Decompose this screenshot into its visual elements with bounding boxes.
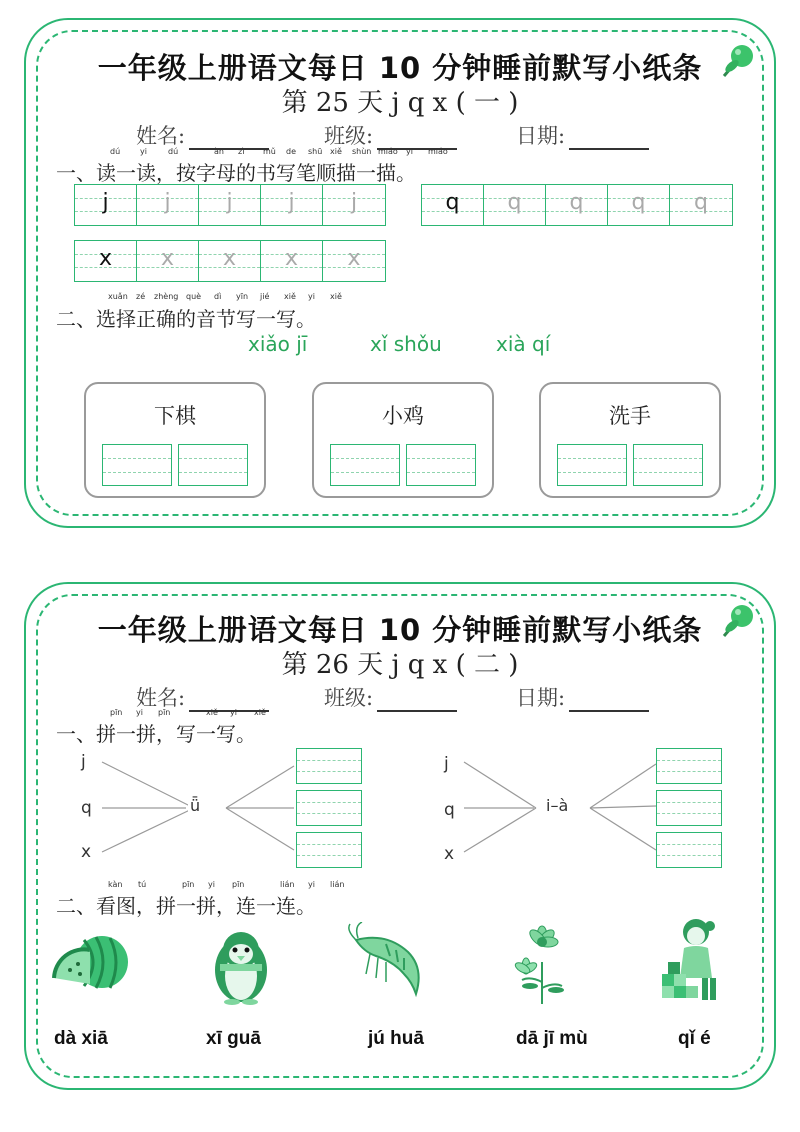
write-box[interactable] <box>178 444 248 486</box>
pushpin-icon <box>716 602 756 642</box>
day-subtitle: 第 25 天 j q x ( 一 ) <box>281 88 519 118</box>
picture-label[interactable]: dà xiā <box>54 1028 108 1049</box>
pushpin-icon <box>716 42 756 82</box>
consonant-x: x <box>81 842 92 862</box>
vowel-u-umlaut: ǖ <box>190 796 201 815</box>
consonant-j: j <box>81 752 86 772</box>
consonant-q: q <box>444 800 455 820</box>
answer-box[interactable] <box>296 790 362 826</box>
picture-label[interactable]: xī guā <box>206 1028 261 1049</box>
option-3: xià qí <box>496 332 551 356</box>
date-field[interactable]: 日期: <box>516 682 649 712</box>
write-box[interactable] <box>102 444 172 486</box>
picture-label[interactable]: qǐ é <box>678 1028 711 1049</box>
answer-box[interactable] <box>656 748 722 784</box>
picture-label[interactable]: dā jī mù <box>516 1028 588 1049</box>
consonant-j: j <box>444 754 449 774</box>
class-field[interactable]: 班级: <box>324 120 457 150</box>
word-box-2[interactable]: 小鸡 <box>312 382 494 498</box>
worksheet-title: 一年级上册语文每日 10 分钟睡前默写小纸条 <box>97 51 703 85</box>
write-box[interactable] <box>330 444 400 486</box>
word-box-1[interactable]: 下棋 <box>84 382 266 498</box>
write-box[interactable] <box>557 444 627 486</box>
write-box[interactable] <box>406 444 476 486</box>
write-box[interactable] <box>633 444 703 486</box>
section2-instruction: 二、看图，拼一拼，连一连。 <box>56 894 316 918</box>
date-field[interactable]: 日期: <box>516 120 649 150</box>
worksheet-title: 一年级上册语文每日 10 分钟睡前默写小纸条 <box>97 613 703 647</box>
section2-instruction: 二、选择正确的音节写一写。 <box>56 307 316 331</box>
option-2: xǐ shǒu <box>370 332 442 356</box>
consonant-q: q <box>81 798 92 818</box>
chrysanthemum-icon[interactable] <box>512 922 572 1006</box>
worksheet-card-day26: 一年级上册语文每日 10 分钟睡前默写小纸条 第 26 天 j q x ( 二 ) 姓名: 班级: 日期: pīn yi pīn xiě yi xiě 一、拼一拼，写一写。 j q x ǖ j q x i–à kàn tú pīn yi pīn lián yi lián 二、看图，拼一拼，连一连。 dà xiā xī guā jú huā dā jī mù qǐ é <box>24 582 776 1090</box>
shrimp-icon[interactable] <box>346 922 436 1002</box>
penguin-icon[interactable] <box>206 924 276 1006</box>
tracing-grid-j[interactable]: j j j j j <box>74 184 386 226</box>
answer-box[interactable] <box>296 748 362 784</box>
picture-label[interactable]: jú huā <box>368 1028 424 1049</box>
answer-box[interactable] <box>656 790 722 826</box>
option-1: xiǎo jī <box>248 332 308 356</box>
tracing-grid-x[interactable]: x x x x x <box>74 240 386 282</box>
section1-instruction: 一、读一读，按字母的书写笔顺描一描。 <box>56 161 416 185</box>
watermelon-icon[interactable] <box>50 928 134 998</box>
syllable-options <box>26 332 778 360</box>
answer-box[interactable] <box>296 832 362 868</box>
word-box-3[interactable]: 洗手 <box>539 382 721 498</box>
consonant-x: x <box>444 844 455 864</box>
day-subtitle: 第 26 天 j q x ( 二 ) <box>281 650 519 680</box>
name-field[interactable]: 姓名: <box>136 120 269 150</box>
info-fields <box>26 120 774 150</box>
class-field[interactable]: 班级: <box>324 682 457 712</box>
name-field[interactable]: 姓名: <box>136 682 269 712</box>
tracing-grid-q[interactable]: q q q q q <box>421 184 733 226</box>
vowel-i-a: i–à <box>546 796 569 815</box>
section1-instruction: 一、拼一拼，写一写。 <box>56 722 256 746</box>
girl-with-blocks-icon[interactable] <box>656 916 726 1006</box>
answer-box[interactable] <box>656 832 722 868</box>
worksheet-card-day25: 一年级上册语文每日 10 分钟睡前默写小纸条 第 25 天 j q x ( 一 ) 姓名: 班级: 日期: dú yi dú àn zì mǔ de shū xiě shùn miáo yi miáo 一、读一读，按字母的书写笔顺描一描。 j j j j j q q q q q x x x x x xuǎn zé zhèng què dì yīn jié xiě yi xiě 二、选择正确的音节写一写。 xiǎo jī xǐ shǒu xià qí 下棋 小鸡 洗手 <box>24 18 776 528</box>
